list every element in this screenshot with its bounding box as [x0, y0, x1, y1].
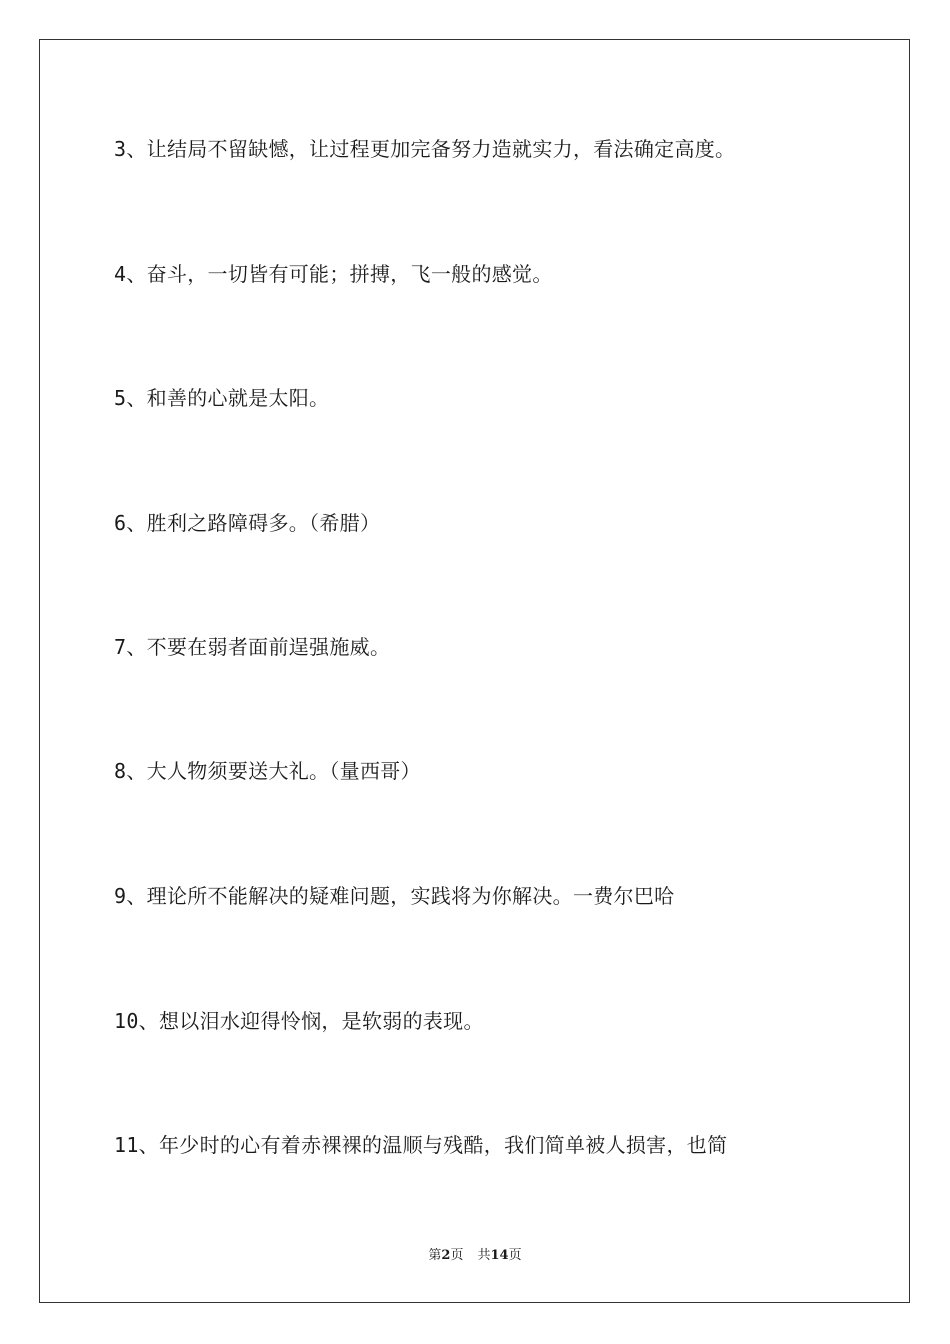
quote-line-3: 3、让结局不留缺憾，让过程更加完备努力造就实力，看法确定高度。 — [114, 137, 736, 161]
quote-line-7: 7、不要在弱者面前逞强施威。 — [114, 635, 391, 659]
quote-line-8: 8、大人物须要送大礼。（量西哥） — [114, 759, 421, 783]
total-pages-indicator — [477, 1247, 521, 1265]
quote-line-5: 5、和善的心就是太阳。 — [114, 386, 330, 410]
total-number: 14 — [490, 1248, 509, 1263]
quote-line-6: 6、胜利之路障碍多。（希腊） — [114, 511, 381, 535]
page-suffix: 页 — [450, 1248, 464, 1263]
quote-line-11: 11、年少时的心有着赤裸裸的温顺与残酷，我们简单被人损害，也简 — [114, 1133, 728, 1157]
page-footer — [0, 1247, 950, 1265]
total-suffix: 页 — [508, 1248, 522, 1263]
quote-line-9: 9、理论所不能解决的疑难问题，实践将为你解决。一费尔巴哈 — [114, 884, 675, 908]
page-border — [39, 39, 910, 1303]
quote-line-10: 10、想以泪水迎得怜悯，是软弱的表现。 — [114, 1009, 484, 1033]
quote-line-4: 4、奋斗，一切皆有可能；拼搏，飞一般的感觉。 — [114, 262, 553, 286]
page-prefix: 第 — [428, 1248, 442, 1263]
total-prefix: 共 — [477, 1248, 491, 1263]
page-indicator — [428, 1247, 463, 1265]
page-number: 2 — [441, 1248, 451, 1263]
